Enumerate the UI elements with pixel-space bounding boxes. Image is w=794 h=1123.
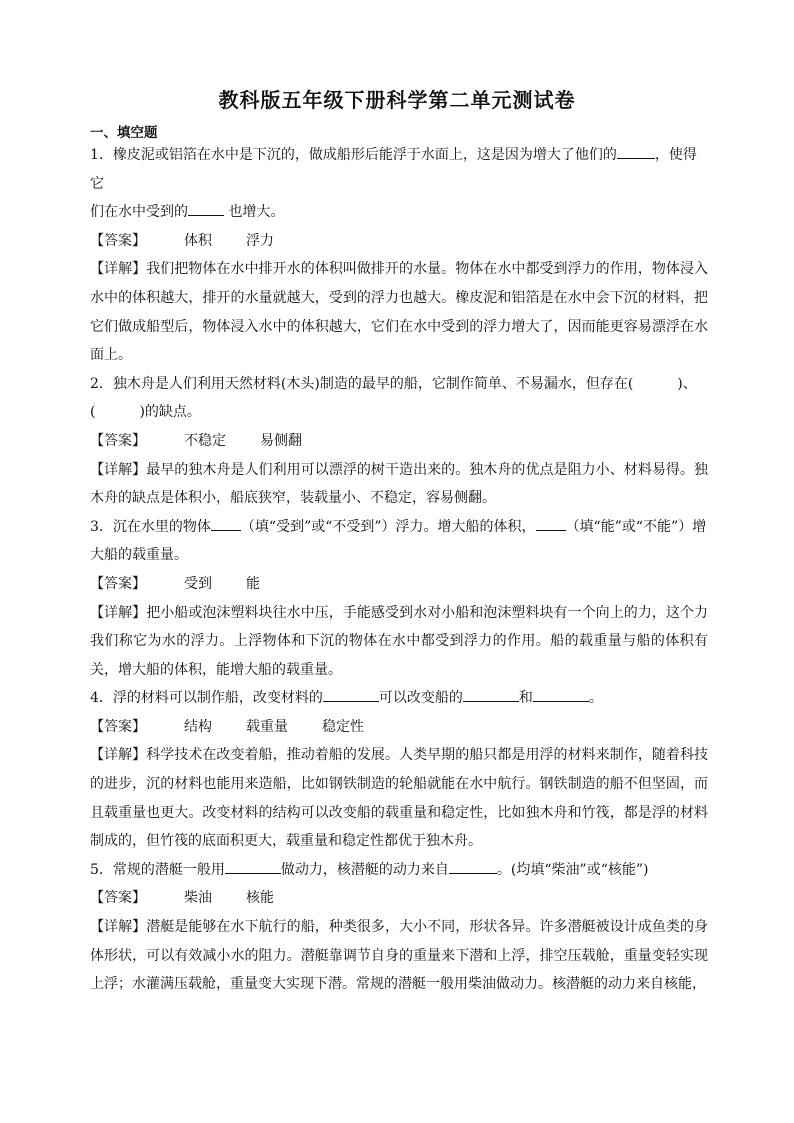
question-4 xyxy=(90,684,708,713)
question-text: 。 xyxy=(588,690,603,707)
question-text: 2．独木舟是人们利用天然材料(木头)制造的最早的船，它制作简单、不易漏水，但存在( xyxy=(90,375,634,392)
answer-blank xyxy=(533,689,589,702)
detail-tag: 【详解】 xyxy=(90,604,147,621)
question-text: 和 xyxy=(518,690,533,707)
explanation-2 xyxy=(90,456,708,513)
answer-blank xyxy=(211,518,241,531)
detail-tag: 【详解】 xyxy=(90,919,147,936)
answer-value: 能 xyxy=(246,575,260,592)
explanation-4 xyxy=(90,741,708,855)
explanation-text: 我们把物体在水中排开水的体积叫做排开的水量。物体在水中都受到浮力的作用，物体浸入水中的体积越大，排开的水量就越大，受到的浮力也越大。橡皮泥和铝箔是在水中会下沉的材料，把它们做成船型后，物体浸入水中的体积越大，它们在水中受到的浮力增大了，因而能更容易漂浮在水面上。 xyxy=(90,261,708,364)
question-text: 4．浮的材料可以制作船，改变材料的 xyxy=(90,690,323,707)
question-text: （填“受到”或“不受到”）浮力。增大船的体积， xyxy=(240,518,536,535)
explanation-3 xyxy=(90,599,708,685)
detail-tag: 【详解】 xyxy=(90,747,147,764)
answer-value: 结构 xyxy=(184,718,212,735)
answer-value: 柴油 xyxy=(184,890,212,907)
answer-tag: 【答案】 xyxy=(90,575,146,592)
question-text: 。(均填“柴油”或“核能”) xyxy=(496,861,649,878)
answer-value: 载重量 xyxy=(246,718,288,735)
answer-2 xyxy=(90,427,708,456)
answer-value: 体积 xyxy=(184,232,212,249)
answer-blank xyxy=(188,203,224,216)
answer-blank xyxy=(536,518,566,531)
detail-tag: 【详解】 xyxy=(90,461,147,478)
question-text: ( xyxy=(90,404,96,421)
detail-tag: 【详解】 xyxy=(90,261,147,278)
question-text: )的缺点。 xyxy=(139,404,201,421)
question-text: 们在水中受到的 xyxy=(90,204,188,221)
explanation-text: 科学技术在改变着船，推动着船的发展。人类早期的船只都是用浮的材料来制作，随着科技的进步，沉的材料也能用来造船，比如钢铁制造的轮船就能在水中航行。钢铁制造的船不但坚固，而且载重量也更大。改变材料的结构可以改变船的载重量和稳定性，比如独木舟和竹筏，都是浮的材料制成的，但竹筏的底面积更大，载重量和稳定性都优于独木舟。 xyxy=(90,747,708,850)
answer-3 xyxy=(90,570,708,599)
question-text: )、 xyxy=(677,375,697,392)
document-title: 教科版五年级下册科学第二单元测试卷 xyxy=(218,88,576,112)
explanation-1 xyxy=(90,255,708,369)
question-text: （填“能”或“不能”）增大船的载重量。 xyxy=(90,518,707,564)
explanation-text: 把小船或泡沫塑料块往水中压，手能感受到水对小船和泡沫塑料块有一个向上的力，这个力我们称它为水的浮力。上浮物体和下沉的物体在水中都受到浮力的作用。船的载重量与船的体积有关，增大船的体积，能增大船的载重量。 xyxy=(90,604,708,678)
explanation-text: 最早的独木舟是人们利用可以漂浮的树干造出来的。独木舟的优点是阻力小、材料易得。独木舟的缺点是体积小，船底狭窄，装载量小、不稳定，容易侧翻。 xyxy=(90,461,708,507)
answer-tag: 【答案】 xyxy=(90,718,146,735)
question-text: 也增大。 xyxy=(224,204,285,221)
answer-tag: 【答案】 xyxy=(90,432,146,449)
explanation-text: 潜艇是能够在水下航行的船，种类很多，大小不同，形状各异。许多潜艇被设计成鱼类的身体形状，可以有效减小水的阻力。潜艇靠调节自身的重量来下潜和上浮，排空压载舱，重量变轻实现上浮；水灌满压载舱，重量变大实现下潜。常规的潜艇一般用柴油做动力。核潜艇的动力来自核能， xyxy=(90,919,708,993)
answer-blank xyxy=(225,861,281,874)
answer-value: 不稳定 xyxy=(184,432,226,449)
answer-blank xyxy=(323,689,379,702)
answer-value: 核能 xyxy=(246,890,274,907)
question-2 xyxy=(90,370,708,427)
question-text: 可以改变船的 xyxy=(378,690,463,707)
answer-4 xyxy=(90,713,708,742)
answer-value: 受到 xyxy=(184,575,212,592)
answer-blank xyxy=(449,861,497,874)
question-3 xyxy=(90,513,708,570)
answer-blank xyxy=(617,146,655,159)
section-heading: 一、填空题 xyxy=(90,125,158,141)
explanation-5 xyxy=(90,913,708,999)
question-text: 1．橡皮泥或铝箔在水中是下沉的，做成船形后能浮于水面上，这是因为增大了他们的 xyxy=(90,147,617,163)
question-text: 3．沉在水里的物体 xyxy=(90,518,211,535)
answer-5 xyxy=(90,884,708,913)
answer-value: 浮力 xyxy=(246,232,274,249)
answer-tag: 【答案】 xyxy=(90,890,146,907)
answer-blank xyxy=(463,689,519,702)
answer-1 xyxy=(90,227,708,256)
answer-tag: 【答案】 xyxy=(90,232,146,249)
document-body xyxy=(90,141,708,999)
answer-value: 稳定性 xyxy=(322,718,364,735)
question-text: 5．常规的潜艇一般用 xyxy=(90,861,225,878)
question-text: ，使得它 xyxy=(90,147,697,192)
question-1 xyxy=(90,141,708,227)
question-text: 做动力，核潜艇的动力来自 xyxy=(280,861,449,878)
question-5 xyxy=(90,856,708,885)
answer-value: 易侧翻 xyxy=(260,432,302,449)
